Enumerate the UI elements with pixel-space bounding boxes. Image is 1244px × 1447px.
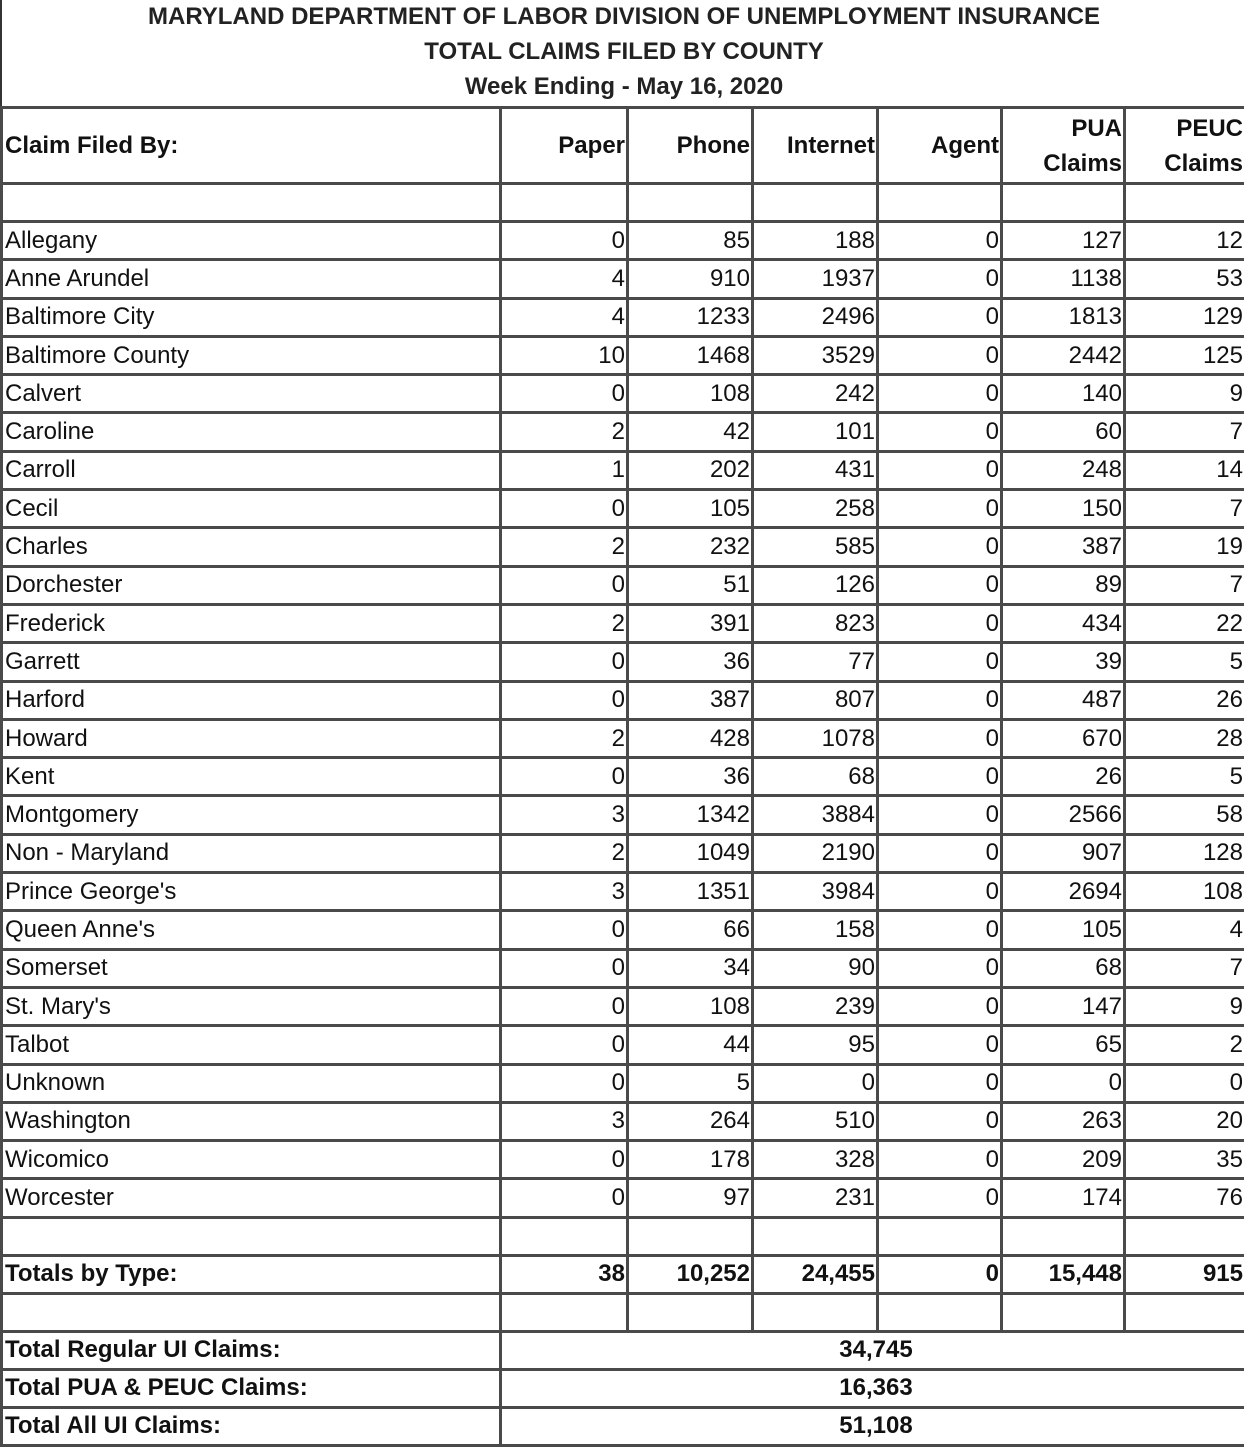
peuc-cell: 9 xyxy=(1125,987,1244,1025)
county-name: Calvert xyxy=(2,375,501,413)
pua-cell: 1138 xyxy=(1002,260,1125,298)
peuc-cell: 7 xyxy=(1125,490,1244,528)
paper-cell: 0 xyxy=(501,987,628,1025)
internet-cell: 258 xyxy=(753,490,878,528)
paper-cell: 0 xyxy=(501,949,628,987)
paper-cell: 0 xyxy=(501,375,628,413)
internet-cell: 1078 xyxy=(753,719,878,757)
agent-cell: 0 xyxy=(878,873,1002,911)
phone-cell: 108 xyxy=(628,375,753,413)
pua-cell: 387 xyxy=(1002,528,1125,566)
pua-cell: 140 xyxy=(1002,375,1125,413)
table-row xyxy=(2,490,1244,528)
phone-cell: 1049 xyxy=(628,834,753,872)
county-name: Frederick xyxy=(2,604,501,642)
phone-cell: 97 xyxy=(628,1179,753,1217)
header-pua-line1: PUA xyxy=(1005,111,1122,146)
peuc-cell: 19 xyxy=(1125,528,1244,566)
internet-cell: 101 xyxy=(753,413,878,451)
paper-cell: 0 xyxy=(501,1179,628,1217)
agent-cell: 0 xyxy=(878,260,1002,298)
county-name: Dorchester xyxy=(2,566,501,604)
peuc-cell: 2 xyxy=(1125,1026,1244,1064)
county-name: Baltimore City xyxy=(2,298,501,336)
table-row xyxy=(2,1179,1244,1217)
phone-cell: 42 xyxy=(628,413,753,451)
paper-cell: 0 xyxy=(501,681,628,719)
phone-cell: 36 xyxy=(628,643,753,681)
peuc-cell: 53 xyxy=(1125,260,1244,298)
internet-cell: 77 xyxy=(753,643,878,681)
peuc-cell: 7 xyxy=(1125,413,1244,451)
summary-value: 16,363 xyxy=(834,1376,912,1400)
table-row xyxy=(2,1026,1244,1064)
county-name: Carroll xyxy=(2,451,501,489)
pua-cell: 1813 xyxy=(1002,298,1125,336)
report-title: MARYLAND DEPARTMENT OF LABOR DIVISION OF UNEMPLOYMENT INSURANCE xyxy=(2,2,1244,32)
pua-cell: 434 xyxy=(1002,604,1125,642)
paper-cell: 0 xyxy=(501,490,628,528)
peuc-cell: 4 xyxy=(1125,911,1244,949)
table-row xyxy=(2,413,1244,451)
agent-cell: 0 xyxy=(878,987,1002,1025)
table-row xyxy=(2,604,1244,642)
internet-cell: 90 xyxy=(753,949,878,987)
county-name: Harford xyxy=(2,681,501,719)
table-row xyxy=(2,834,1244,872)
table-row xyxy=(2,873,1244,911)
agent-cell: 0 xyxy=(878,336,1002,374)
phone-cell: 108 xyxy=(628,987,753,1025)
pua-cell: 60 xyxy=(1002,413,1125,451)
agent-cell: 0 xyxy=(878,375,1002,413)
summary-label: Total PUA & PEUC Claims: xyxy=(2,1369,501,1407)
header-peuc-line1: PEUC xyxy=(1128,111,1243,146)
pua-cell: 907 xyxy=(1002,834,1125,872)
internet-cell: 328 xyxy=(753,1141,878,1179)
agent-cell: 0 xyxy=(878,681,1002,719)
peuc-cell: 0 xyxy=(1125,1064,1244,1102)
table-row xyxy=(2,911,1244,949)
paper-cell: 10 xyxy=(501,336,628,374)
county-name: Allegany xyxy=(2,222,501,260)
phone-cell: 1351 xyxy=(628,873,753,911)
phone-cell: 51 xyxy=(628,566,753,604)
county-name: Garrett xyxy=(2,643,501,681)
agent-cell: 0 xyxy=(878,1179,1002,1217)
internet-cell: 3984 xyxy=(753,873,878,911)
summary-row xyxy=(2,1369,1244,1407)
internet-cell: 239 xyxy=(753,987,878,1025)
paper-cell: 1 xyxy=(501,451,628,489)
phone-cell: 391 xyxy=(628,604,753,642)
internet-cell: 158 xyxy=(753,911,878,949)
internet-cell: 585 xyxy=(753,528,878,566)
pua-cell: 2566 xyxy=(1002,796,1125,834)
phone-cell: 387 xyxy=(628,681,753,719)
claims-table xyxy=(0,106,1244,1447)
county-name: Somerset xyxy=(2,949,501,987)
agent-cell: 0 xyxy=(878,413,1002,451)
pua-cell: 26 xyxy=(1002,758,1125,796)
peuc-cell: 128 xyxy=(1125,834,1244,872)
county-name: Howard xyxy=(2,719,501,757)
pua-cell: 209 xyxy=(1002,1141,1125,1179)
paper-cell: 2 xyxy=(501,413,628,451)
peuc-cell: 28 xyxy=(1125,719,1244,757)
county-name: Queen Anne's xyxy=(2,911,501,949)
pua-cell: 68 xyxy=(1002,949,1125,987)
phone-cell: 428 xyxy=(628,719,753,757)
agent-cell: 0 xyxy=(878,1141,1002,1179)
header-claim-filed-by: Claim Filed By: xyxy=(2,108,501,184)
county-name: Charles xyxy=(2,528,501,566)
pua-cell: 670 xyxy=(1002,719,1125,757)
phone-cell: 232 xyxy=(628,528,753,566)
header-peuc-claims xyxy=(1125,108,1244,184)
paper-cell: 0 xyxy=(501,1141,628,1179)
peuc-cell: 7 xyxy=(1125,566,1244,604)
paper-cell: 4 xyxy=(501,260,628,298)
paper-cell: 2 xyxy=(501,834,628,872)
agent-cell: 0 xyxy=(878,1064,1002,1102)
pua-cell: 105 xyxy=(1002,911,1125,949)
phone-cell: 178 xyxy=(628,1141,753,1179)
table-row xyxy=(2,987,1244,1025)
pua-cell: 263 xyxy=(1002,1102,1125,1140)
agent-cell: 0 xyxy=(878,1102,1002,1140)
county-name: Worcester xyxy=(2,1179,501,1217)
peuc-cell: 5 xyxy=(1125,643,1244,681)
phone-cell: 1233 xyxy=(628,298,753,336)
pua-cell: 147 xyxy=(1002,987,1125,1025)
table-row xyxy=(2,222,1244,260)
peuc-cell: 129 xyxy=(1125,298,1244,336)
header-row xyxy=(2,108,1244,184)
agent-cell: 0 xyxy=(878,604,1002,642)
internet-cell: 2496 xyxy=(753,298,878,336)
internet-cell: 510 xyxy=(753,1102,878,1140)
pua-cell: 127 xyxy=(1002,222,1125,260)
pua-cell: 2442 xyxy=(1002,336,1125,374)
phone-cell: 34 xyxy=(628,949,753,987)
agent-cell: 0 xyxy=(878,298,1002,336)
summary-value-cell xyxy=(501,1331,1244,1369)
agent-cell: 0 xyxy=(878,528,1002,566)
agent-cell: 0 xyxy=(878,451,1002,489)
agent-cell: 0 xyxy=(878,222,1002,260)
total-peuc: 915 xyxy=(1125,1255,1244,1293)
report-title-block xyxy=(0,0,1244,106)
peuc-cell: 5 xyxy=(1125,758,1244,796)
agent-cell: 0 xyxy=(878,719,1002,757)
internet-cell: 231 xyxy=(753,1179,878,1217)
report-subtitle: TOTAL CLAIMS FILED BY COUNTY xyxy=(2,37,1244,67)
pua-cell: 174 xyxy=(1002,1179,1125,1217)
paper-cell: 3 xyxy=(501,796,628,834)
pua-cell: 39 xyxy=(1002,643,1125,681)
internet-cell: 3529 xyxy=(753,336,878,374)
paper-cell: 2 xyxy=(501,719,628,757)
internet-cell: 95 xyxy=(753,1026,878,1064)
county-name: Washington xyxy=(2,1102,501,1140)
spacer-row xyxy=(2,1217,1244,1255)
table-row xyxy=(2,949,1244,987)
peuc-cell: 58 xyxy=(1125,796,1244,834)
paper-cell: 0 xyxy=(501,566,628,604)
header-phone: Phone xyxy=(628,108,753,184)
pua-cell: 65 xyxy=(1002,1026,1125,1064)
total-pua: 15,448 xyxy=(1002,1255,1125,1293)
header-internet: Internet xyxy=(753,108,878,184)
peuc-cell: 22 xyxy=(1125,604,1244,642)
peuc-cell: 9 xyxy=(1125,375,1244,413)
peuc-cell: 20 xyxy=(1125,1102,1244,1140)
table-row xyxy=(2,681,1244,719)
peuc-cell: 76 xyxy=(1125,1179,1244,1217)
table-row xyxy=(2,298,1244,336)
county-name: Talbot xyxy=(2,1026,501,1064)
agent-cell: 0 xyxy=(878,643,1002,681)
pua-cell: 0 xyxy=(1002,1064,1125,1102)
agent-cell: 0 xyxy=(878,1026,1002,1064)
table-row xyxy=(2,375,1244,413)
county-name: Baltimore County xyxy=(2,336,501,374)
phone-cell: 264 xyxy=(628,1102,753,1140)
peuc-cell: 125 xyxy=(1125,336,1244,374)
paper-cell: 0 xyxy=(501,222,628,260)
table-row xyxy=(2,1141,1244,1179)
county-name: Anne Arundel xyxy=(2,260,501,298)
internet-cell: 431 xyxy=(753,451,878,489)
county-name: Caroline xyxy=(2,413,501,451)
county-name: Montgomery xyxy=(2,796,501,834)
paper-cell: 0 xyxy=(501,758,628,796)
internet-cell: 2190 xyxy=(753,834,878,872)
county-name: Kent xyxy=(2,758,501,796)
total-paper: 38 xyxy=(501,1255,628,1293)
header-peuc-line2: Claims xyxy=(1128,146,1243,181)
total-internet: 24,455 xyxy=(753,1255,878,1293)
paper-cell: 4 xyxy=(501,298,628,336)
table-row xyxy=(2,1064,1244,1102)
peuc-cell: 14 xyxy=(1125,451,1244,489)
peuc-cell: 108 xyxy=(1125,873,1244,911)
peuc-cell: 7 xyxy=(1125,949,1244,987)
phone-cell: 66 xyxy=(628,911,753,949)
internet-cell: 1937 xyxy=(753,260,878,298)
table-row xyxy=(2,566,1244,604)
internet-cell: 126 xyxy=(753,566,878,604)
paper-cell: 0 xyxy=(501,1064,628,1102)
table-row xyxy=(2,260,1244,298)
agent-cell: 0 xyxy=(878,566,1002,604)
summary-label: Total Regular UI Claims: xyxy=(2,1331,501,1369)
spacer-row xyxy=(2,184,1244,222)
table-row xyxy=(2,336,1244,374)
paper-cell: 0 xyxy=(501,911,628,949)
table-row xyxy=(2,451,1244,489)
summary-label: Total All UI Claims: xyxy=(2,1407,501,1445)
pua-cell: 487 xyxy=(1002,681,1125,719)
peuc-cell: 26 xyxy=(1125,681,1244,719)
table-row xyxy=(2,719,1244,757)
phone-cell: 1468 xyxy=(628,336,753,374)
agent-cell: 0 xyxy=(878,949,1002,987)
paper-cell: 2 xyxy=(501,528,628,566)
header-agent: Agent xyxy=(878,108,1002,184)
peuc-cell: 12 xyxy=(1125,222,1244,260)
county-name: Wicomico xyxy=(2,1141,501,1179)
total-phone: 10,252 xyxy=(628,1255,753,1293)
internet-cell: 242 xyxy=(753,375,878,413)
table-row xyxy=(2,528,1244,566)
paper-cell: 2 xyxy=(501,604,628,642)
peuc-cell: 35 xyxy=(1125,1141,1244,1179)
report-week-ending: Week Ending - May 16, 2020 xyxy=(2,72,1244,102)
summary-value-cell xyxy=(501,1369,1244,1407)
agent-cell: 0 xyxy=(878,796,1002,834)
county-name: Unknown xyxy=(2,1064,501,1102)
totals-label: Totals by Type: xyxy=(2,1255,501,1293)
header-pua-claims xyxy=(1002,108,1125,184)
summary-value: 51,108 xyxy=(834,1414,912,1438)
total-agent: 0 xyxy=(878,1255,1002,1293)
phone-cell: 202 xyxy=(628,451,753,489)
totals-row xyxy=(2,1255,1244,1293)
county-name: St. Mary's xyxy=(2,987,501,1025)
phone-cell: 5 xyxy=(628,1064,753,1102)
header-pua-line2: Claims xyxy=(1005,146,1122,181)
phone-cell: 85 xyxy=(628,222,753,260)
pua-cell: 89 xyxy=(1002,566,1125,604)
agent-cell: 0 xyxy=(878,834,1002,872)
paper-cell: 3 xyxy=(501,873,628,911)
internet-cell: 188 xyxy=(753,222,878,260)
agent-cell: 0 xyxy=(878,490,1002,528)
pua-cell: 248 xyxy=(1002,451,1125,489)
spacer-row xyxy=(2,1293,1244,1331)
phone-cell: 36 xyxy=(628,758,753,796)
pua-cell: 2694 xyxy=(1002,873,1125,911)
table-row xyxy=(2,643,1244,681)
summary-value: 34,745 xyxy=(834,1338,912,1362)
phone-cell: 1342 xyxy=(628,796,753,834)
internet-cell: 0 xyxy=(753,1064,878,1102)
county-name: Cecil xyxy=(2,490,501,528)
paper-cell: 0 xyxy=(501,1026,628,1064)
phone-cell: 44 xyxy=(628,1026,753,1064)
paper-cell: 0 xyxy=(501,643,628,681)
county-name: Non - Maryland xyxy=(2,834,501,872)
table-row xyxy=(2,758,1244,796)
summary-row xyxy=(2,1331,1244,1369)
phone-cell: 910 xyxy=(628,260,753,298)
county-name: Prince George's xyxy=(2,873,501,911)
paper-cell: 3 xyxy=(501,1102,628,1140)
table-row xyxy=(2,796,1244,834)
internet-cell: 3884 xyxy=(753,796,878,834)
internet-cell: 823 xyxy=(753,604,878,642)
pua-cell: 150 xyxy=(1002,490,1125,528)
internet-cell: 807 xyxy=(753,681,878,719)
agent-cell: 0 xyxy=(878,911,1002,949)
agent-cell: 0 xyxy=(878,758,1002,796)
internet-cell: 68 xyxy=(753,758,878,796)
phone-cell: 105 xyxy=(628,490,753,528)
table-row xyxy=(2,1102,1244,1140)
header-paper: Paper xyxy=(501,108,628,184)
